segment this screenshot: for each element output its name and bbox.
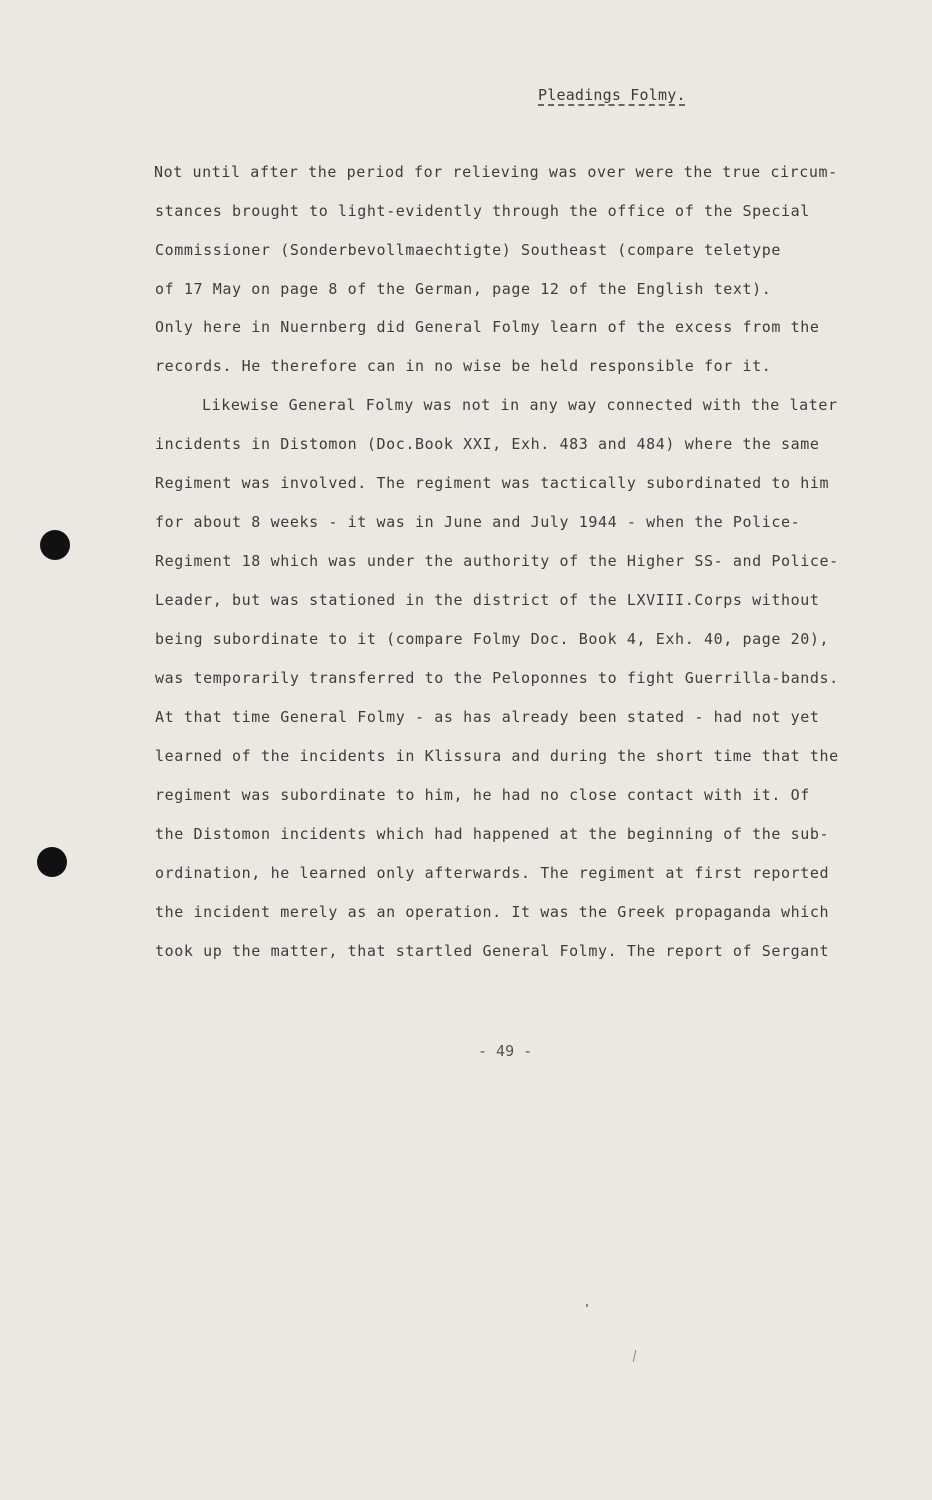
body-line: records. He therefore can in no wise be held responsible for it. xyxy=(155,357,772,375)
header-text: Pleadings Folmy. xyxy=(538,86,686,104)
body-line: At that time General Folmy - as has already been stated - had not yet xyxy=(155,708,820,726)
body-line: Regiment was involved. The regiment was tactically subordinated to him xyxy=(155,474,830,492)
body-line: Only here in Nuernberg did General Folmy learn of the excess from the xyxy=(155,318,820,336)
body-line: learned of the incidents in Klissura and during the short time that the xyxy=(155,747,839,765)
paper-speck xyxy=(586,1304,588,1307)
paper-speck xyxy=(633,1350,636,1362)
body-line: ordination, he learned only afterwards. The regiment at first reported xyxy=(155,864,830,882)
body-line: the Distomon incidents which had happened at the beginning of the sub- xyxy=(155,825,830,843)
punch-hole xyxy=(40,530,70,560)
body-line: was temporarily transferred to the Peloponnes to fight Guerrilla-bands. xyxy=(155,669,839,687)
body-line: took up the matter, that startled General Folmy. The report of Sergant xyxy=(155,942,830,960)
body-line: for about 8 weeks - it was in June and July 1944 - when the Police- xyxy=(155,513,801,531)
body-line: being subordinate to it (compare Folmy Doc. Book 4, Exh. 40, page 20), xyxy=(155,630,830,648)
body-line: the incident merely as an operation. It was the Greek propaganda which xyxy=(155,903,830,921)
body-line: Not until after the period for relieving was over were the true circum- xyxy=(154,163,838,181)
body-line: stances brought to light-evidently through the office of the Special xyxy=(155,202,810,220)
document-header xyxy=(538,86,686,104)
body-line: incidents in Distomon (Doc.Book XXI, Exh. 483 and 484) where the same xyxy=(155,435,820,453)
body-line: Likewise General Folmy was not in any way connected with the later xyxy=(202,396,838,414)
body-line: Leader, but was stationed in the district of the LXVIII.Corps without xyxy=(155,591,820,609)
punch-hole xyxy=(37,847,67,877)
page-number: - 49 - xyxy=(478,1042,533,1060)
body-line: of 17 May on page 8 of the German, page 12 of the English text). xyxy=(155,280,772,298)
body-line: regiment was subordinate to him, he had no close contact with it. Of xyxy=(155,786,810,804)
body-line: Regiment 18 which was under the authority of the Higher SS- and Police- xyxy=(155,552,839,570)
body-line: Commissioner (Sonderbevollmaechtigte) Southeast (compare teletype xyxy=(155,241,781,259)
